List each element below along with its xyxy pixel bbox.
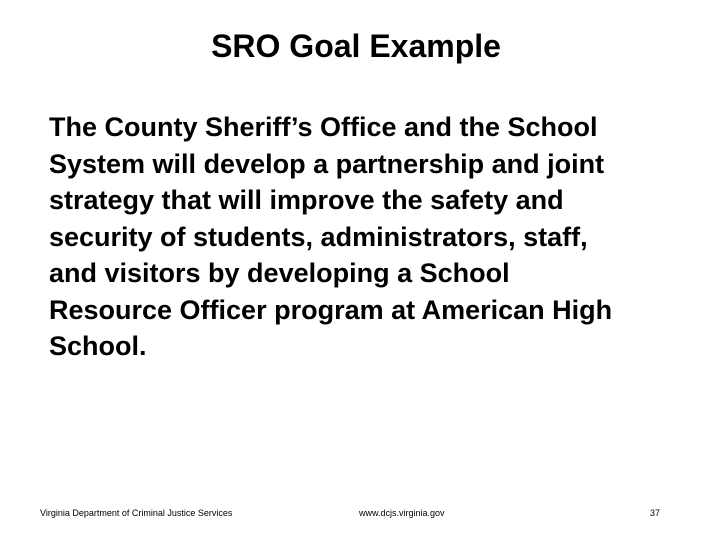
page-number: 37 xyxy=(649,508,660,518)
footer-website: www.dcjs.virginia.gov xyxy=(359,508,445,518)
goal-statement-line: and visitors by developing a School xyxy=(49,258,510,288)
goal-statement-line: School. xyxy=(49,331,147,361)
goal-statement-line: strategy that will improve the safety and xyxy=(49,185,564,215)
goal-statement-line: Resource Officer program at American High xyxy=(49,294,613,325)
goal-statement-line: security of students, administrators, staff, xyxy=(49,221,588,252)
footer-organization: Virginia Department of Criminal Justice Services xyxy=(40,508,233,518)
slide-title: SRO Goal Example xyxy=(211,28,501,64)
goal-statement-line: System will develop a partnership and joint xyxy=(49,148,605,179)
goal-statement xyxy=(49,109,689,365)
goal-statement-line: The County Sheriff’s Office and the School xyxy=(49,112,598,142)
